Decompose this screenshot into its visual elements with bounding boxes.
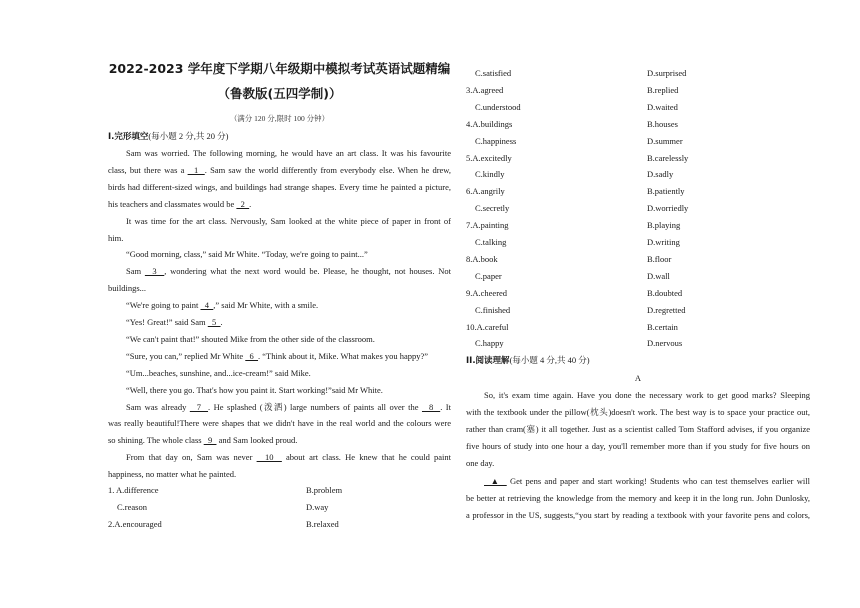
option-b	[647, 133, 683, 150]
passage-line	[108, 466, 236, 483]
exam-title-edition: （鲁教版(五四学制)）	[217, 86, 342, 101]
option-a	[466, 183, 505, 200]
passage-line	[108, 196, 251, 213]
option-a	[475, 234, 506, 251]
text: with the textbook under the pillow(枕头)doesn't work. The best way is to space your practice out,	[466, 407, 810, 418]
text: “Good morning, class,” said Mr White. “Today, we're going to paint...”	[126, 249, 368, 260]
option-a	[466, 285, 507, 302]
text: 10.A.careful	[466, 321, 509, 332]
text: his teachers and classmates would be	[108, 198, 237, 209]
passage-line	[126, 449, 451, 466]
option-a	[475, 166, 505, 183]
text: 6.A.angrily	[466, 186, 505, 197]
left-column	[108, 0, 451, 608]
option-b	[647, 82, 678, 99]
option-b	[647, 183, 685, 200]
option-a	[466, 82, 503, 99]
option-b	[647, 268, 670, 285]
text: D.writing	[647, 237, 680, 247]
text: one day.	[466, 458, 495, 469]
passage-line	[108, 230, 123, 247]
blank: 3	[144, 266, 165, 277]
blank: 9	[203, 435, 217, 446]
section1-note: (每小题 2 分,共 20 分)	[148, 131, 229, 141]
option-a	[475, 302, 510, 319]
reading-line	[466, 490, 810, 507]
text: class, but there was a	[108, 164, 188, 175]
text: B.houses	[647, 118, 678, 129]
passage-line	[126, 399, 451, 416]
blank: 7	[189, 401, 209, 412]
option-b	[306, 499, 328, 516]
passage-line	[126, 348, 428, 365]
option-b	[647, 99, 678, 116]
option-b	[647, 251, 671, 268]
text: .	[249, 198, 252, 209]
text: “We're going to paint	[126, 300, 201, 311]
text: Get pens and paper and start working! Students who can test themselves earlier will	[506, 475, 810, 486]
text: Sam was worried. The following morning, he would have an art class. It was his favourite	[126, 148, 451, 158]
passage-line	[126, 145, 451, 162]
text: five hours of study into one hour a day, you'll remember more than if you study for five hours on	[466, 441, 810, 452]
blank: 4	[200, 300, 214, 311]
option-a	[475, 268, 502, 285]
text: Sam	[126, 266, 145, 277]
text: C.happiness	[475, 135, 517, 146]
option-a	[475, 99, 521, 116]
reading-line	[466, 404, 810, 421]
passage-line	[126, 213, 451, 230]
text: D.surprised	[647, 68, 687, 78]
passage-line	[108, 415, 451, 432]
blank: 1	[187, 164, 205, 175]
option-a	[475, 200, 509, 217]
text: From that day on, Sam was never	[126, 452, 257, 463]
text: B.playing	[647, 220, 681, 231]
text: 9.A.cheered	[466, 287, 508, 298]
text: happiness, no matter what he painted.	[108, 469, 237, 480]
passage-line	[126, 246, 368, 263]
option-a	[108, 482, 159, 499]
text: D.worriedly	[647, 203, 689, 214]
section1-heading: I.完形填空	[108, 132, 149, 142]
text: C.reason	[117, 501, 147, 512]
text: “Um...beaches, sunshine, and...ice-cream!” said Mike.	[126, 367, 311, 378]
text: 1. A.difference	[108, 485, 159, 495]
option-a	[475, 335, 504, 352]
blank: 10	[256, 452, 282, 463]
text: a professor in the US, suggests,“you start by reading a textbook with your favorite pens and colors,	[466, 509, 810, 520]
option-b	[647, 234, 680, 251]
text: C.finished	[475, 304, 511, 315]
reading-line	[466, 507, 810, 524]
passage-line	[108, 280, 146, 297]
section2-header	[466, 352, 590, 370]
text: was really beautiful!There were shapes that we didn't have in the real world and the colours were	[108, 418, 451, 429]
option-a	[466, 251, 498, 268]
text: B.relaxed	[306, 518, 339, 529]
text: D.nervous	[647, 338, 683, 349]
option-b	[647, 285, 682, 302]
passage-line	[126, 331, 375, 348]
blank: 6	[245, 350, 259, 361]
text: D.waited	[647, 101, 678, 112]
text: birds had different-sized wings, and buildings had strange shapes. Every time he painted a picture,	[108, 181, 451, 192]
text: buildings...	[108, 283, 147, 294]
option-b	[306, 482, 342, 499]
exam-title: 2022-2023 学年度下学期八年级期中模拟考试英语试题精编	[108, 61, 451, 76]
text: So, it's exam time again. Have you done the necessary work to get good marks? Sleeping	[484, 390, 810, 400]
section2-note: (每小题 4 分,共 40 分)	[509, 355, 590, 365]
exam-score-time: （满分 120 分,限时 100 分钟）	[229, 114, 330, 123]
option-b	[647, 150, 688, 167]
text: B.doubted	[647, 287, 683, 298]
option-a	[466, 319, 508, 336]
text: 5.A.excitedly	[466, 152, 512, 163]
text: C.happy	[475, 338, 504, 349]
option-b	[647, 65, 686, 82]
option-b	[647, 335, 682, 352]
passage-line	[126, 365, 311, 382]
reading-line	[466, 421, 810, 438]
text: B.replied	[647, 84, 679, 95]
text: C.paper	[475, 270, 502, 281]
text: “We can't paint that!” shouted Mike from the other side of the classroom.	[126, 333, 375, 344]
text: . He splashed (泼洒) large numbers of paints all over the	[208, 401, 422, 412]
passage-line	[108, 162, 451, 179]
blank: 2	[236, 198, 250, 209]
option-b	[647, 319, 678, 336]
option-a	[475, 65, 511, 82]
option-b	[647, 217, 680, 234]
text: B.floor	[647, 253, 672, 264]
option-a	[117, 499, 147, 516]
text: . Sam saw the world differently from everybody else. When he drew,	[204, 164, 452, 175]
reading-letter: A	[634, 373, 642, 383]
text: B.carelessly	[647, 152, 689, 163]
text: 8.A.book	[466, 253, 498, 264]
text: C.satisfied	[475, 68, 512, 78]
option-b	[306, 516, 339, 533]
option-a	[466, 150, 512, 167]
section1-header	[108, 128, 228, 146]
passage-line	[126, 263, 451, 280]
text: D.summer	[647, 135, 683, 146]
blank: 8	[421, 401, 441, 412]
option-a	[466, 217, 509, 234]
text: B.patiently	[647, 186, 685, 197]
text: D.way	[306, 501, 329, 512]
text: “Yes! Great!” said Sam	[126, 317, 208, 327]
blank: 5	[207, 317, 221, 327]
right-column	[466, 0, 810, 608]
text: D.sadly	[647, 169, 674, 180]
text: C.talking	[475, 237, 507, 247]
section2-heading: II.阅读理解	[466, 356, 510, 366]
option-b	[647, 200, 688, 217]
option-b	[647, 302, 685, 319]
text: 3.A.agreed	[466, 84, 504, 95]
text: . “Think about it, Mike. What makes you happy?”	[258, 350, 429, 361]
reading-line	[466, 455, 494, 472]
text: D.regretted	[647, 304, 686, 315]
text: B.certain	[647, 321, 678, 332]
option-a	[108, 516, 162, 533]
text: him.	[108, 232, 124, 243]
option-b	[647, 116, 678, 133]
text: . It	[440, 401, 451, 412]
text: “Sure, you can,” replied Mr White	[126, 350, 246, 361]
text: , wondering what the next word would be. Please, he thought, not houses. Not	[164, 266, 451, 277]
text: C.secretly	[475, 203, 510, 214]
text: C.kindly	[475, 169, 505, 180]
option-a	[475, 133, 516, 150]
passage-line	[108, 179, 451, 196]
text: so shining. The whole class	[108, 435, 204, 446]
text: “Well, there you go. That's how you paint it. Start working!”said Mr White.	[126, 384, 383, 395]
blank: ▲	[484, 475, 507, 486]
text: rather than cram(塞) it all together. Just as a scientist called Tom Stafford advises, if you organize	[466, 424, 810, 435]
passage-line	[126, 314, 223, 331]
text: .	[220, 317, 223, 327]
text: 2.A.encouraged	[108, 518, 162, 529]
passage-line	[108, 432, 297, 449]
text: B.problem	[306, 485, 343, 495]
text: 4.A.buildings	[466, 118, 513, 129]
passage-line	[126, 382, 383, 399]
text: It was time for the art class. Nervously, Sam looked at the white piece of paper in front of	[126, 215, 451, 226]
text: ,” said Mr White, with a smile.	[213, 300, 319, 311]
option-a	[466, 116, 512, 133]
text: D.wall	[647, 270, 670, 281]
reading-line	[484, 387, 810, 404]
text: and Sam looked proud.	[216, 435, 298, 446]
text: C.understood	[475, 101, 521, 112]
text: be better at retrieving the knowledge from the memory and keep it in the long run. John Dunlosky,	[466, 492, 810, 503]
text: about art class. He knew that he could paint	[281, 452, 451, 463]
text: 7.A.painting	[466, 220, 509, 231]
text: Sam was already	[126, 401, 190, 412]
reading-line	[484, 473, 810, 490]
option-b	[647, 166, 673, 183]
passage-line	[126, 297, 318, 314]
reading-line	[466, 438, 810, 455]
